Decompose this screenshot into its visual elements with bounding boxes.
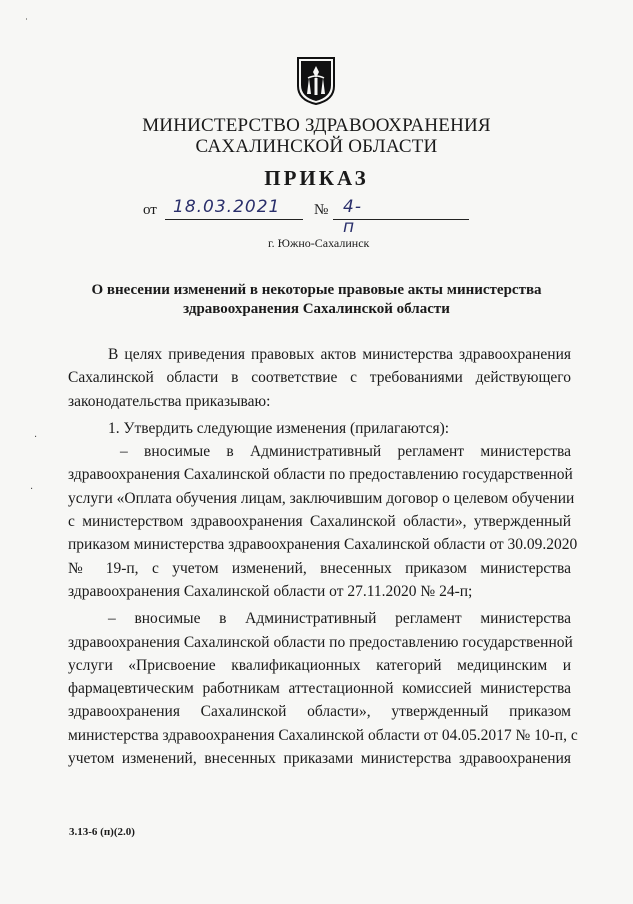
document-type-title: ПРИКАЗ bbox=[264, 166, 369, 190]
body-line: № 19-п, с учетом изменений, внесенных приказом министерства bbox=[68, 559, 571, 577]
body-line: фармацевтическим работникам аттестационной комиссией министерства bbox=[68, 680, 571, 698]
scan-speck: · bbox=[34, 432, 38, 443]
form-code: 3.13-6 (п)(2.0) bbox=[69, 826, 135, 838]
body-line: здравоохранения Сахалинской области по предоставлению государственной bbox=[68, 633, 573, 651]
order-date: 18.03.2021 bbox=[173, 197, 281, 217]
body-line: здравоохранения Сахалинской области по предоставлению государственной bbox=[68, 466, 573, 484]
body-line: учетом изменений, внесенных приказами министерства здравоохранения bbox=[68, 750, 571, 768]
number-label: № bbox=[314, 202, 329, 218]
body-line: услуги «Оплата обучения лицам, заключившим договор о целевом обучении bbox=[68, 489, 575, 507]
body-line: здравоохранения Сахалинской области от 27.11.2020 № 24-п; bbox=[68, 582, 473, 600]
subject-line2: здравоохранения Сахалинской области bbox=[183, 301, 450, 317]
ministry-name-line2: САХАЛИНСКОЙ ОБЛАСТИ bbox=[195, 136, 438, 157]
coat-of-arms-icon bbox=[296, 56, 336, 106]
body-line: – вносимые в Административный регламент министерства bbox=[120, 443, 571, 461]
order-body bbox=[68, 343, 578, 770]
body-line: 1. Утвердить следующие изменения (прилагаются): bbox=[108, 419, 450, 437]
body-line: министерства здравоохранения Сахалинской области от 04.05.2017 № 10-п, с bbox=[68, 726, 578, 744]
body-line: законодательства приказываю: bbox=[68, 392, 271, 410]
body-line: В целях приведения правовых актов министерства здравоохранения bbox=[108, 346, 571, 363]
scan-speck: · bbox=[30, 484, 34, 495]
scan-speck: ˙ bbox=[24, 18, 29, 29]
date-underline bbox=[165, 219, 303, 220]
subject-line1: О внесении изменений в некоторые правовые акты министерства bbox=[91, 282, 542, 298]
body-line: услуги «Присвоение квалификационных категорий медицинским и bbox=[68, 656, 571, 674]
body-line: с министерством здравоохранения Сахалинской области», утвержденный bbox=[68, 513, 571, 531]
body-line: Сахалинской области в соответствие с требованиями действующего bbox=[68, 369, 571, 387]
city-name: г. Южно-Сахалинск bbox=[268, 236, 370, 250]
body-line: – вносимые в Административный регламент министерства bbox=[108, 610, 571, 628]
order-number: 4-п bbox=[343, 197, 362, 237]
from-label: от bbox=[143, 202, 157, 218]
ministry-name-line1: МИНИСТЕРСТВО ЗДРАВООХРАНЕНИЯ bbox=[142, 115, 491, 136]
body-line: здравоохранения Сахалинской области», утвержденный приказом bbox=[68, 703, 571, 721]
body-line: приказом министерства здравоохранения Сахалинской области от 30.09.2020 bbox=[68, 536, 578, 554]
